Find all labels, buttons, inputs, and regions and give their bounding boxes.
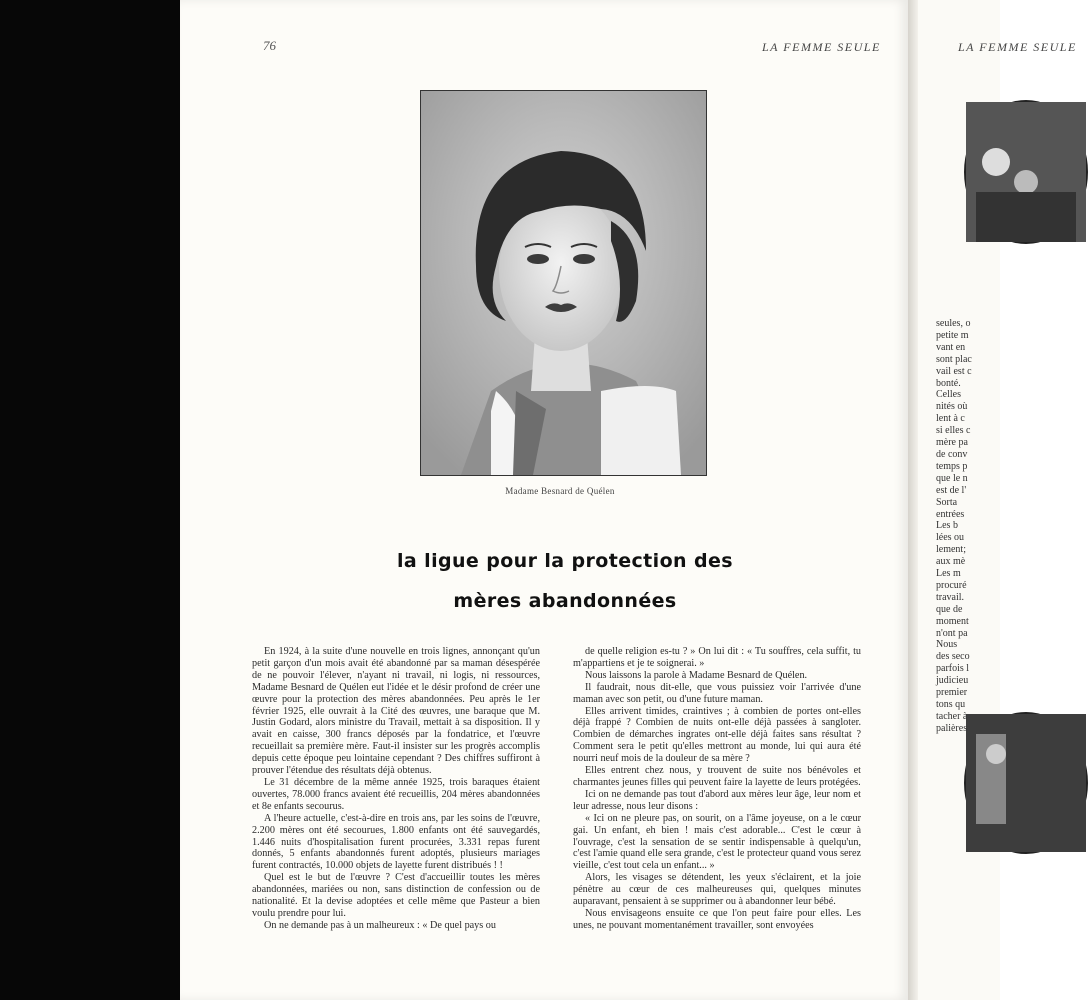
- page-number: 76: [263, 38, 276, 53]
- text-fragment: que de: [936, 603, 963, 615]
- text-fragment: moment: [936, 615, 969, 627]
- paragraph: Alors, les visages se détendent, les yeux s'éclairent, et la joie pénètre au cœur de ces malheureuses qui, quelques minutes auparavant, pensaient à se supprimer ou à abandonner leur bébé.: [573, 872, 861, 908]
- text-fragment: Celles: [936, 389, 961, 401]
- text-fragment: parfois l: [936, 663, 970, 675]
- running-head: LA FEMME SEULE: [762, 40, 881, 54]
- text-fragment: est de l': [936, 484, 967, 496]
- text-fragment: Nous: [936, 639, 958, 651]
- magazine-page-left: [180, 0, 908, 1000]
- paragraph: En 1924, à la suite d'une nouvelle en trois lignes, annonçant qu'un petit garçon d'un mois avait été abandonné par sa maman désespérée de ne pouvoir l'élever, n'ayant ni travail, ni logis, ni ressources, Madame Besnard de Quélen eut l'idée et le désir profond de créer une œuvre pour la protection des mères abandonnées. Peu après le 1er février 1925, elle ouvrait à la Cité des œuvres, une baraque que M. Justin Godard, alors ministre du Travail, mettait à sa disposition. Il y avait en caisse, 300 francs déposés par la fondatrice, et l'œuvre recueillait sa première mère. Faut-il insister sur les progrès accomplis depuis cette époque peu lointaine cependant ? Des chiffres suffiront à prouver l'étendue des résultats déjà obtenus.: [252, 646, 540, 777]
- text-fragment: lent à c: [936, 413, 965, 425]
- paragraph: Ici on ne demande pas tout d'abord aux mères leur âge, leur nom et leur adresse, nous leur disons :: [573, 788, 861, 812]
- text-fragment: bonté.: [936, 377, 961, 389]
- paragraph: Elles arrivent timides, craintives ; à combien de portes ont-elles déjà frappé ? Combien de nuits ont-elle déjà passées à sangloter. Combien de démarches ingrates ont-elle déjà faites sans résultat ? Comment sera le petit qu'elles mettront au monde, lui qui aura été nourri neuf mois de la douleur de sa mère ?: [573, 705, 861, 765]
- text-fragment: seules, o: [936, 318, 971, 329]
- text-fragment: des seco: [936, 651, 970, 663]
- article-column-right: [573, 646, 861, 932]
- article-column-left: [252, 646, 540, 932]
- paragraph: Quel est le but de l'œuvre ? C'est d'accueillir toutes les mères abandonnées, mariées ou non, sans distinction de confession ou de nationalité. Et la devise adoptées et celle même que Pasteur a bien voulu prendre pour lui.: [252, 872, 540, 919]
- text-fragment: procuré: [936, 579, 967, 591]
- text-fragment: tacher à: [936, 710, 968, 722]
- text-fragment: sont plac: [936, 353, 972, 365]
- text-fragment: entrées: [936, 508, 965, 520]
- paragraph: « Ici on ne pleure pas, on sourit, on a l'âme joyeuse, on a le cœur gai. Un enfant, eh bien ! mais c'est adorable... C'est le cœur à l'ouvrage, c'est la sensation de se sentir indispensable à quelqu'un, c'est l'amie quand elle sera grande, c'est le protecteur quand vous serez vieille, c'est tout cela un enfant... »: [573, 812, 861, 872]
- portrait-illustration: [421, 91, 706, 475]
- photo-caption: Madame Besnard de Quélen: [505, 486, 615, 496]
- text-fragment: Les m: [936, 568, 961, 580]
- text-fragment: Sorta: [936, 496, 958, 508]
- right-running-head: LA FEMME SEULE: [958, 40, 1077, 54]
- article-title-line-1: la ligue pour la protection des: [397, 550, 733, 572]
- portrait-photo: [420, 90, 707, 476]
- paragraph: de quelle religion es-tu ? » On lui dit : « Tu souffres, cela suffit, tu m'appartiens et je te soignerai. »: [573, 646, 861, 669]
- text-fragment: nités où: [936, 401, 968, 413]
- text-fragment: palières: [936, 722, 968, 734]
- paragraph: Nous laissons la parole à Madame Besnard de Quélen.: [585, 669, 808, 681]
- text-fragment: temps p: [936, 460, 968, 472]
- text-fragment: que le n: [936, 472, 968, 484]
- paragraph: Le 31 décembre de la même année 1925, trois baraques étaient ouvertes, 78.000 francs avaient été recueillis, 204 mères abandonnées et 8e enfants secourus.: [252, 776, 540, 812]
- text-fragment: Les b: [936, 520, 958, 532]
- magazine-page-right: [918, 0, 1077, 1000]
- paragraph: Nous envisageons ensuite ce que l'on peut faire pour elles. Les unes, ne pouvant momentanément travailler, sont envoyées: [573, 907, 861, 931]
- text-fragment: de conv: [936, 448, 968, 460]
- text-fragment: tons qu: [936, 699, 966, 710]
- book-gutter: [908, 0, 918, 1000]
- article-title-line-2: mères abandonnées: [453, 590, 677, 612]
- text-fragment: si elles c: [936, 425, 971, 437]
- text-fragment: travail.: [936, 591, 965, 603]
- text-fragment: lement;: [936, 544, 966, 556]
- circular-photo-top: [964, 100, 1088, 244]
- paragraph: On ne demande pas à un malheureux : « De quel pays ou: [264, 919, 496, 931]
- paragraph: Elles entrent chez nous, y trouvent de suite nos bénévoles et charmantes jeunes filles qui peuvent faire la layette de leurs protégées.: [573, 765, 861, 788]
- circular-photo-illustration: [966, 102, 1086, 242]
- text-fragment: premier: [936, 687, 968, 699]
- text-fragment: vant en: [936, 341, 966, 353]
- right-page-text-fragments: [936, 318, 1016, 735]
- text-fragment: lées ou: [936, 532, 965, 544]
- page-shadow: [0, 0, 180, 1000]
- paragraph: Il faudrait, nous dit-elle, que vous puissiez voir l'arrivée d'une maman avec son petit, ou d'une future maman.: [573, 681, 861, 705]
- paragraph: A l'heure actuelle, c'est-à-dire en trois ans, par les soins de l'œuvre, 2.200 mères ont été secourues, 1.800 enfants ont été sauvegardés, 1.446 nuits d'hospitalisation furent procurées, 3.331 repas furent donnés, 5 enfants abandonnés furent adoptés, plusieurs mariages furent contractés, 10.000 objets de layette furent distribués ! !: [252, 812, 540, 872]
- text-fragment: aux mè: [936, 556, 966, 568]
- text-fragment: judicieu: [936, 675, 969, 687]
- text-fragment: mère pa: [936, 437, 968, 449]
- text-fragment: vail est c: [936, 365, 972, 377]
- text-fragment: n'ont pa: [936, 627, 968, 639]
- text-fragment: petite m: [936, 329, 969, 341]
